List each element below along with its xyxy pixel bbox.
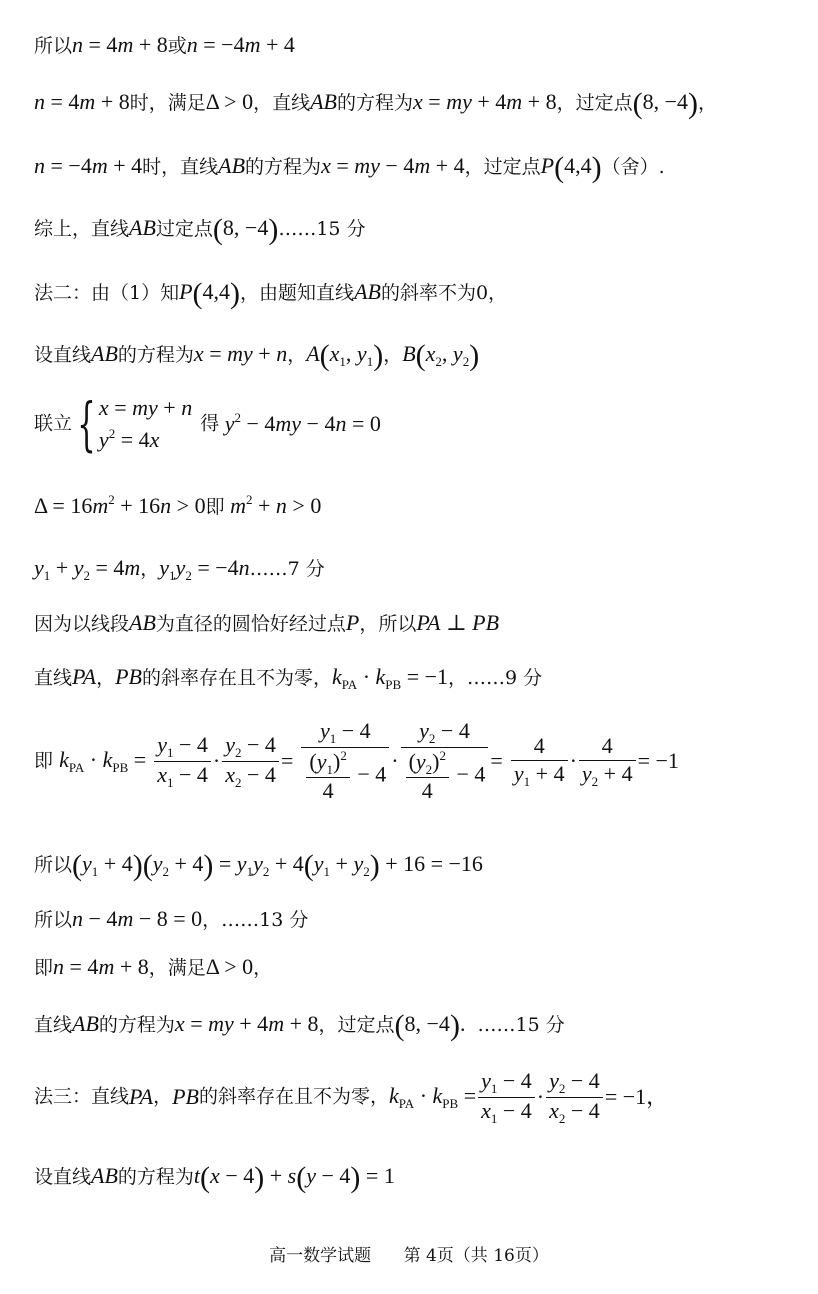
text: 因为以线段 [34,613,130,635]
line-7: 联立{ x = my + n $y^2 = 4x$得 $y^2 - 4my - 4n = 0$ [34,389,381,458]
line-4: 综上，直线AB过定点(8, −4)……15 分 [34,213,366,246]
line-2: n = 4m + 8时，满足Δ > 0，直线AB的方程为x = my + 4m + 8，过定点(8, −4)， [34,87,718,120]
score: ，……13 分 [202,909,309,931]
line-5: 法二：由（1）知P(4,4)，由题知直线AB的斜率不为0， [34,277,508,310]
line-11: 直线PA，PB的斜率存在且不为零，$k_{PA} \cdot k_{PB} = -1$，……9 分 [34,664,543,692]
line-8: $\Delta = 16m^2 + 16n > 0$即 $m^2 + n > 0$ [34,492,322,518]
text: 直线 [34,1014,73,1036]
line-3: n = −4m + 4时，直线AB的方程为x = my − 4m + 4，过定点P(4,4)（舍）. [34,151,665,184]
line-9: $y_1 + y_2 = 4m$，$y_1y_2$ = −4n……7 分 [34,555,325,583]
text: 的斜率存在且不为零， [141,667,332,689]
text: 的方程为 [337,92,414,114]
text: ，过定点 [556,92,633,114]
text: 联立 [34,412,73,435]
text: 法三：直线 [34,1085,130,1108]
line-14: 所以n − 4m − 8 = 0，……13 分 [34,906,309,931]
line-15: 即n = 4m + 8，满足Δ > 0， [34,954,273,979]
text: 即 [205,496,225,518]
text: 所以 [34,854,73,876]
text: ，直线 [253,92,311,114]
text: 的方程为 [245,156,322,178]
text: 为直径的圆恰好经过点 [155,613,346,635]
line-6: 设直线AB的方程为x = my + n，$A(x_1$, $y_1$)，$B(x_2$, $y_2$) [34,339,480,372]
footer-subject: 高一数学试题 [269,1246,372,1266]
text: 的斜率存在且不为零， [198,1085,389,1108]
score: ……15 分 [278,218,366,240]
text: 设直线 [34,1166,92,1188]
score: ，……9 分 [448,667,543,689]
text: 的方程为 [117,344,194,366]
text: 或 [167,35,187,57]
text: ，所以 [359,613,417,635]
text: 直线 [34,667,73,689]
text: ，过定点 [318,1014,395,1036]
page-footer [0,1241,818,1266]
score: ……7 分 [249,558,325,580]
text: 0， [475,282,508,304]
score: ……15 分 [477,1014,565,1036]
text: ，满足 [148,957,206,979]
text: 所以 [34,35,73,57]
text: ，过定点 [464,156,541,178]
text: （舍）. [601,156,665,178]
line-13: 所以$(y_1 + 4)(y_2 + 4) = y_1y_2 + 4(y_1 + y_2) + 16 = -16$ [34,849,483,882]
line-16: 直线AB的方程为x = my + 4m + 8，过定点(8, −4). ……15 分 [34,1009,565,1042]
text: 法二：由（1）知 [34,282,180,304]
line-12: 即 $k_{PA} \cdot k_{PB}$ = $\frac{y_1 - 4}{x_1 - 4}$ · $\frac{y_2 - 4}{x_2 - 4}$ = $y_1 - 4$ $\frac{(y_1)^2}{4}$ − 4 · $y_2 - 4$ $\frac{(y_2)^2}{4}$ − 4 = $\frac{4}{y_1 + 4}$ · $\frac{4}{y_2 + 4}$ = −1 [34,718,679,804]
line-17: 法三：直线PA，PB的斜率存在且不为零，$k_{PA} \cdot k_{PB}$ = $\frac{y_1 - 4}{x_1 - 4}$ · $\frac{y_2 - 4}{x_2 - 4}$ = −1， [34,1068,669,1126]
text: 设直线 [34,344,92,366]
text: 的方程为 [117,1166,194,1188]
text: 得 [200,412,220,435]
text: 即 [34,957,54,979]
text: 时，满足 [129,92,206,114]
line-1: 所以n = 4m + 8或n = −4m + 4 [34,32,295,57]
text: 综上，直线 [34,218,130,240]
text: 时，直线 [142,156,219,178]
text: 的斜率不为 [380,282,476,304]
line-10: 因为以线段AB为直径的圆恰好经过点P，所以PA ⊥ PB [34,610,500,635]
text: 所以 [34,909,73,931]
line-18: 设直线AB的方程为t(x − 4) + s(y − 4) = 1 [34,1161,395,1194]
text: 即 [34,749,54,772]
text: 的方程为 [98,1014,175,1036]
text: 过定点 [155,218,213,240]
footer-page: 第 4页（共 16页） [403,1246,549,1266]
text: ，由题知直线 [240,282,355,304]
